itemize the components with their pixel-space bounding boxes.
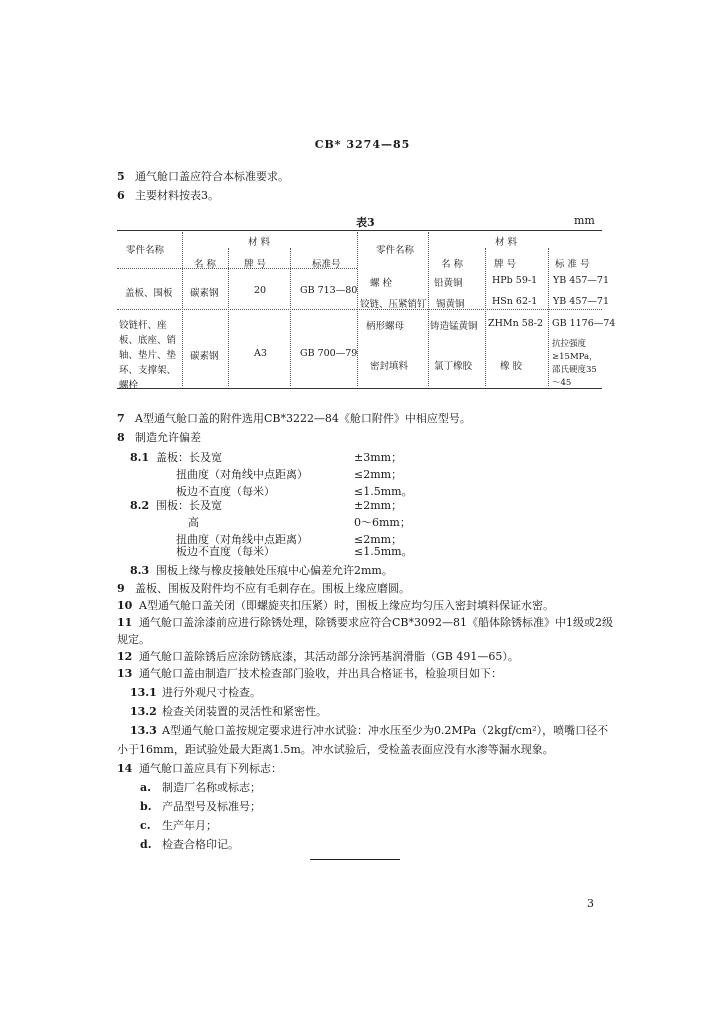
table-col-divider (228, 248, 229, 386)
th-standard: 标准号 (312, 259, 341, 270)
cell-part: 铰链、压紧销钉 (360, 299, 427, 310)
mark-c: c. 生产年月； (140, 819, 217, 832)
clause-8-3: 8.3 围板上缘与橡皮接触处压痕中心偏差允许2mm。 (130, 564, 393, 577)
cell-grade: 橡 胶 (500, 361, 523, 372)
clause-13: 13 通气舱口盖由制造厂技术检查部门验收，并出具合格证书，检验项目如下： (117, 667, 502, 680)
th-grade-right: 牌 号 (494, 259, 517, 270)
tol-value: ≤2mm； (354, 533, 403, 546)
table-row-rule (117, 309, 357, 310)
clause-13-3: 13.3 A型通气舱口盖按规定要求进行冲水试验：冲水压至少为0.2MPa（2kgf/cm²），喷嘴口径不 (130, 724, 609, 737)
th-material: 材 料 (248, 237, 271, 248)
cell-part: 柄形螺母 (366, 321, 405, 332)
cell-part: 螺 栓 (370, 278, 393, 289)
cell-grade: HPb 59-1 (492, 275, 538, 286)
mark-a: a. 制造厂名称或标志； (140, 781, 261, 794)
clause-13-2: 13.2 检查关闭装置的灵活性和紧密性。 (130, 705, 327, 718)
tol-label: 板边不直度（每米） (176, 545, 275, 558)
th-name: 名 称 (194, 259, 217, 270)
cell-standard: YB 457—71 (553, 275, 609, 286)
mark-d: d. 检查合格印记。 (140, 838, 239, 851)
cell-standard: GB 1176—74 (552, 318, 616, 329)
clause-5: 5 通气舱口盖应符合本标准要求。 (117, 170, 289, 183)
table-caption: 表3 (356, 216, 375, 229)
table-top-rule (117, 230, 602, 231)
table-col-divider (182, 232, 183, 386)
tol-label: 高 (188, 516, 199, 529)
cell-standard-multi: 抗拉强度≥15MPa，邵氏硬度35～45 (552, 339, 598, 388)
clause-11-cont: 规定。 (117, 633, 150, 646)
cell-standard: GB 713—80 (300, 285, 358, 296)
clause-12: 12 通气舱口盖除锈后应涂防锈底漆，其活动部分涂钙基润滑脂（GB 491—65）。 (117, 650, 519, 663)
table-col-divider (548, 248, 549, 386)
cell-grade: ZHMn 58-2 (488, 318, 544, 329)
tol-value: ≤1.5mm。 (354, 485, 413, 498)
page-number: 3 (587, 897, 594, 910)
cell-grade: 20 (254, 285, 267, 296)
cell-part: 密封填料 (370, 361, 409, 372)
table-col-divider (428, 232, 429, 386)
cell-material-name: 铅黄铜 (434, 278, 463, 289)
clause-8-2: 8.2 围板：长及宽 (130, 499, 222, 512)
clause-13-1: 13.1 进行外观尺寸检查。 (130, 686, 261, 699)
th-part-name: 零件名称 (126, 245, 165, 256)
cell-material-name: 氯丁橡胶 (434, 361, 473, 372)
th-material-right: 材 料 (495, 237, 518, 248)
tol-label: 板边不直度（每米） (176, 485, 275, 498)
clause-14: 14 通气舱口盖应具有下列标志： (117, 762, 282, 775)
tol-label: 扭曲度（对角线中点距离） (176, 468, 308, 481)
cell-part-multi: 铰链杆、座板、底座、销轴、垫片、垫环、支撑架、螺栓 (119, 320, 177, 391)
clause-8: 8 制造允许偏差 (117, 431, 201, 444)
cell-material-name: 碳素钢 (190, 288, 219, 299)
clause-9: 9 盖板、围板及附件均不应有毛刺存在。围板上缘应磨圆。 (117, 582, 410, 595)
tol-value: ≤1.5mm。 (354, 545, 413, 558)
cell-material-name: 铸造锰黄铜 (430, 321, 478, 332)
page-header: CB* 3274—85 (314, 138, 411, 151)
cell-standard: YB 457—71 (553, 296, 609, 307)
clause-8-1: 8.1 盖板：长及宽 (130, 451, 222, 464)
clause-10: 10 A型通气舱口盖关闭（即螺旋夹扣压紧）时，围板上缘应均匀压入密封填料保证水密。 (117, 599, 554, 612)
clause-6: 6 主要材料按表3。 (117, 189, 219, 202)
clause-13-3-cont: 小于16mm，距试验处最大距离1.5m。冲水试验后，受检盖表面应没有水渗等漏水现象。 (117, 743, 554, 756)
tol-value: 0～6mm； (354, 516, 411, 529)
th-grade: 牌 号 (244, 259, 267, 270)
cell-grade: HSn 62-1 (492, 296, 538, 307)
table-col-divider (357, 232, 358, 386)
clause-11: 11 通气舱口盖涂漆前应进行除锈处理，除锈要求应符合CB*3092—81《船体除锈标准》中1级或2级 (117, 616, 613, 629)
cell-standard: GB 700—79 (300, 348, 358, 359)
mark-b: b. 产品型号及标准号； (140, 800, 261, 813)
cell-part: 盖板、围板 (125, 288, 173, 299)
cell-material-name: 碳素钢 (190, 351, 219, 362)
end-rule (310, 859, 400, 860)
cell-grade: A3 (254, 348, 267, 359)
table-unit: mm (574, 214, 595, 227)
cell-material-name: 锡黄铜 (436, 299, 465, 310)
table-col-divider (290, 248, 291, 386)
tol-value: ±3mm； (354, 451, 403, 464)
table-col-divider (485, 248, 486, 386)
th-part-name-right: 零件名称 (376, 245, 415, 256)
tol-value: ±2mm； (354, 499, 403, 512)
th-name-right: 名 称 (441, 259, 464, 270)
tol-label: 扭曲度（对角线中点距离） (176, 533, 308, 546)
th-standard-right: 标 准 号 (555, 259, 590, 270)
clause-7: 7 A型通气舱口盖的附件选用CB*3222—84《舱口附件》中相应型号。 (117, 412, 471, 425)
table-bottom-rule (117, 388, 602, 389)
tol-value: ≤2mm； (354, 468, 403, 481)
